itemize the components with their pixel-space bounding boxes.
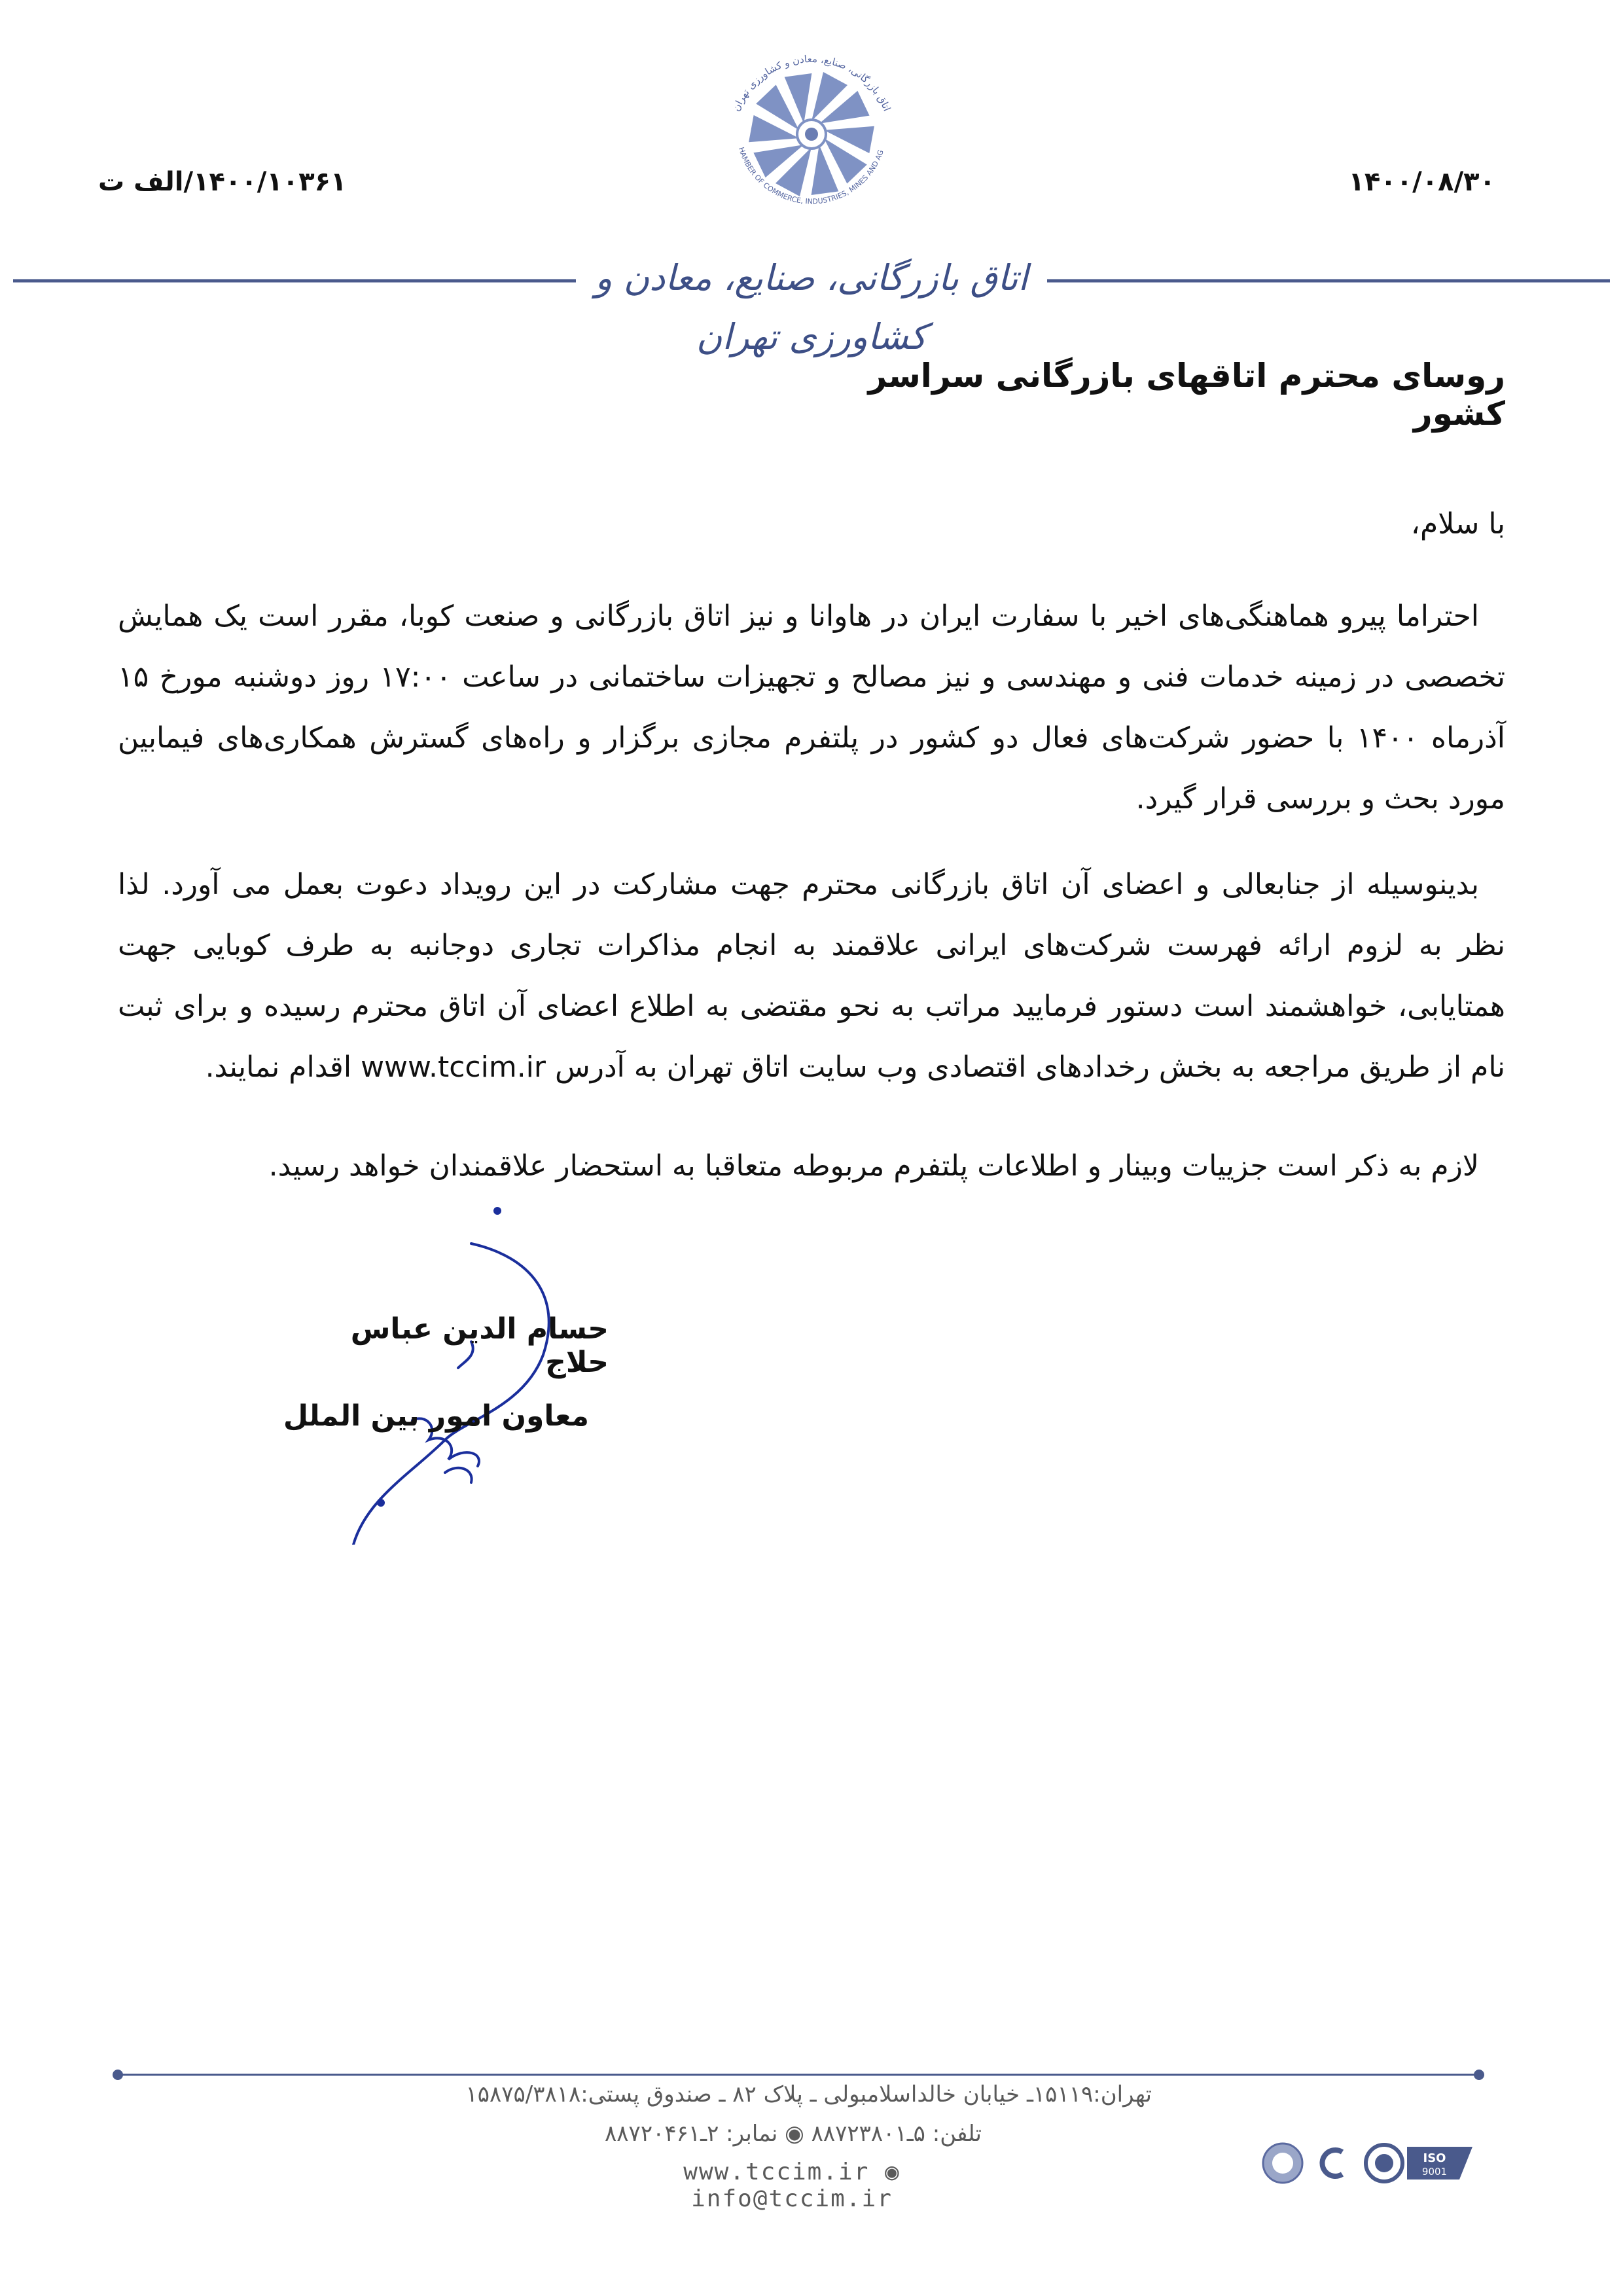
chamber-logo [694, 26, 929, 249]
footer-phone: تلفن: ۵ـ۸۸۷۲۳۸۰۱ ◉ نمابر: ۲ـ۸۸۷۲۰۴۶۱ [605, 2121, 982, 2147]
paragraph [118, 1136, 1505, 1196]
signatory-name: حسام الدین عباس حلاج [350, 1312, 609, 1379]
footer-address: تهران:۱۵۱۱۹ـ خیابان خالداسلامبولی ـ پلاک ۸۲ ـ صندوق پستی:۱۵۸۷۵/۳۸۱۸ [465, 2081, 1152, 2108]
svg-text:ISO: ISO [1423, 2151, 1446, 2165]
iso-certification-icon [1361, 2140, 1479, 2186]
reference-number: ۱۴۰۰/۱۰۳۶۱/الف ت [98, 167, 347, 197]
certification-seal-icon [1260, 2140, 1306, 2186]
paragraph-text: احتراما پیرو هماهنگی‌های اخیر با سفارت ایران در هاوانا و نیز اتاق بازرگانی و صنعت کوبا، مقرر است یک همایش تخصصی در زمینه خدمات فنی و مهندسی و نیز مصالح و تجهیزات ساختمانی در ساعت ۱۷:۰۰ روز دوشنبه مورخ ۱۵ آذرماه ۱۴۰۰ با حضور شرکت‌های فعال دو کشور در پلتفرم مجازی برگزار و راه‌های گسترش همکاری‌های فیمابین مورد بحث و بررسی قرار گیرد. [118, 600, 1505, 816]
ce-mark-icon [1312, 2140, 1351, 2186]
paragraph [118, 586, 1505, 829]
footer-divider [111, 2068, 1486, 2081]
paragraph-text: لازم به ذکر است جزییات وبینار و اطلاعات پلتفرم مربوطه متعاقبا به استحضار علاقمندان خواهد رسید. [268, 1149, 1479, 1183]
svg-text:9001: 9001 [1421, 2166, 1448, 2178]
svg-text:اتاق بازرگانی، صنایع، معادن و: اتاق بازرگانی، صنایع، معادن و کشاورزی تهران [730, 52, 893, 113]
letter-date: ۱۴۰۰/۰۸/۳۰ [1348, 167, 1495, 197]
paragraph [118, 854, 1505, 1098]
signatory-title: معاون امور بین الملل [283, 1399, 589, 1433]
svg-text:TEHRAN CHAMBER OF COMMERCE, IN: HAMBER OF COMMERCE, INDUSTRIES, MINES AND AG [736, 146, 885, 206]
addressee: روسای محترم اتاقهای بازرگانی سراسر کشور [868, 357, 1505, 433]
footer-web: www.tccim.ir ◉ info@tccim.ir [683, 2159, 901, 2212]
paragraph-text: بدینوسیله از جنابعالی و اعضای آن اتاق بازرگانی محترم جهت مشارکت در این رویداد دعوت بعمل می آورد. لذا نظر به لزوم ارائه فهرست شرکت‌های ایرانی علاقمند به انجام مذاکرات تجاری دوجانبه به طرف کوبایی جهت همتایابی، خواهشمند است دستور فرمایید مراتب به نحو مقتضی به اطلاع اعضای آن اتاق محترم رسیده و برای ثبت نام از طریق مراجعه به بخش رخدادهای اقتصادی وب سایت اتاق تهران به آدرس www.tccim.ir اقدام نمایند. [118, 868, 1505, 1084]
organization-name: اتاق بازرگانی، صنایع، معادن و کشاورزی تهران [576, 249, 1047, 308]
greeting: با سلام، [1410, 507, 1505, 541]
